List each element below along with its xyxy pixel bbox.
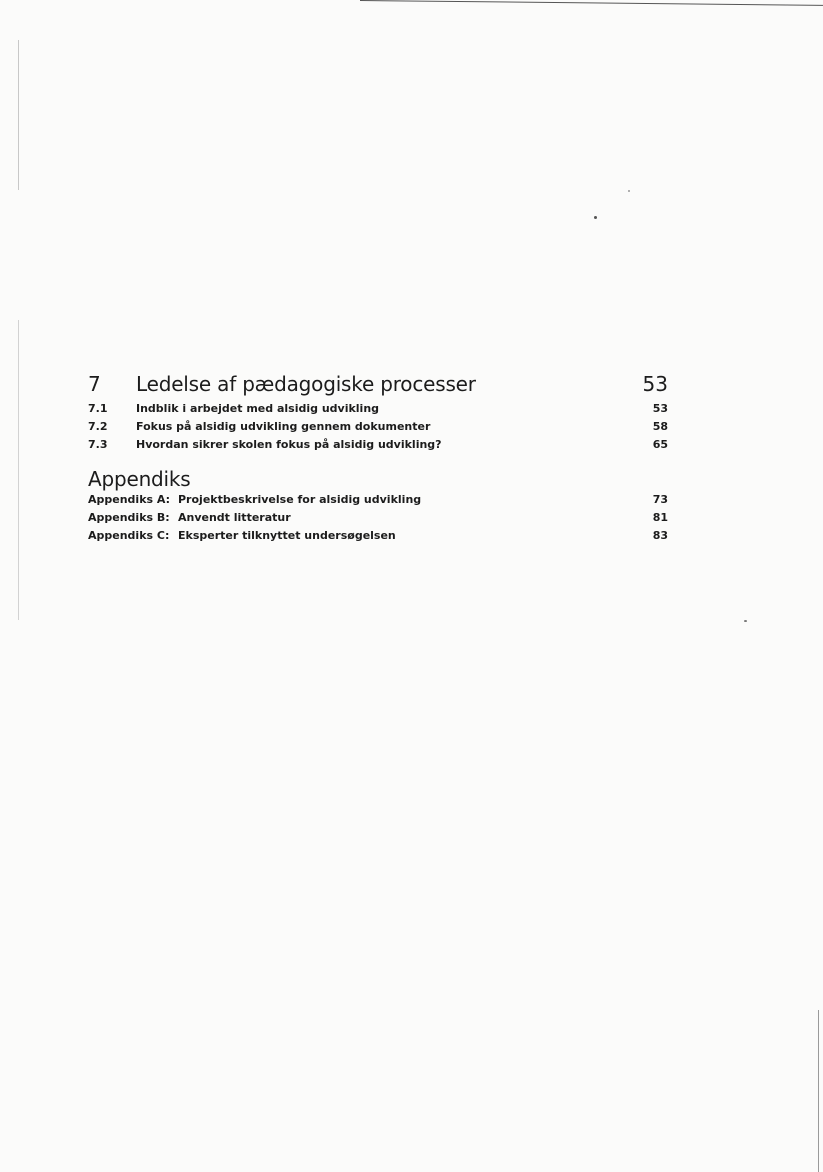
toc-chapter-entry[interactable] xyxy=(88,372,668,402)
section-page-number: 53 xyxy=(652,402,668,415)
appendix-label: Appendiks B: xyxy=(88,511,170,524)
appendix-label: Appendiks A: xyxy=(88,493,171,506)
appendix-page-number: 73 xyxy=(652,493,668,506)
appendix-page-number: 81 xyxy=(652,511,668,524)
chapter-page-number: 53 xyxy=(642,372,668,396)
scan-speck xyxy=(594,216,597,219)
section-title: Hvordan sikrer skolen fokus på alsidig udvikling? xyxy=(136,438,442,451)
section-number: 7.3 xyxy=(88,438,108,451)
toc-appendix-entry[interactable] xyxy=(88,493,668,511)
appendix-title: Eksperter tilknyttet undersøgelsen xyxy=(178,529,396,542)
scan-edge-top xyxy=(360,0,823,6)
toc-section-entry[interactable] xyxy=(88,402,668,420)
scan-speck xyxy=(628,190,630,192)
section-number: 7.2 xyxy=(88,420,108,433)
toc-appendix-entry[interactable] xyxy=(88,529,668,547)
toc-section-entry[interactable] xyxy=(88,438,668,456)
appendix-title: Anvendt litteratur xyxy=(178,511,291,524)
section-number: 7.1 xyxy=(88,402,108,415)
scan-edge-left-lower xyxy=(18,320,19,620)
scan-edge-left xyxy=(18,40,19,190)
appendix-title: Projektbeskrivelse for alsidig udvikling xyxy=(178,493,422,506)
appendix-heading: Appendiks xyxy=(88,467,191,491)
section-title: Indblik i arbejdet med alsidig udvikling xyxy=(136,402,380,415)
section-page-number: 65 xyxy=(652,438,668,451)
section-title: Fokus på alsidig udvikling gennem dokumenter xyxy=(136,420,431,433)
chapter-number: 7 xyxy=(88,372,101,396)
section-page-number: 58 xyxy=(652,420,668,433)
toc-section-entry[interactable] xyxy=(88,420,668,438)
scan-edge-right xyxy=(818,1010,819,1172)
table-of-contents xyxy=(88,372,668,547)
toc-appendix-entry[interactable] xyxy=(88,511,668,529)
scan-speck xyxy=(744,620,747,622)
chapter-title: Ledelse af pædagogiske processer xyxy=(136,372,476,396)
appendix-label: Appendiks C: xyxy=(88,529,170,542)
appendix-page-number: 83 xyxy=(652,529,668,542)
